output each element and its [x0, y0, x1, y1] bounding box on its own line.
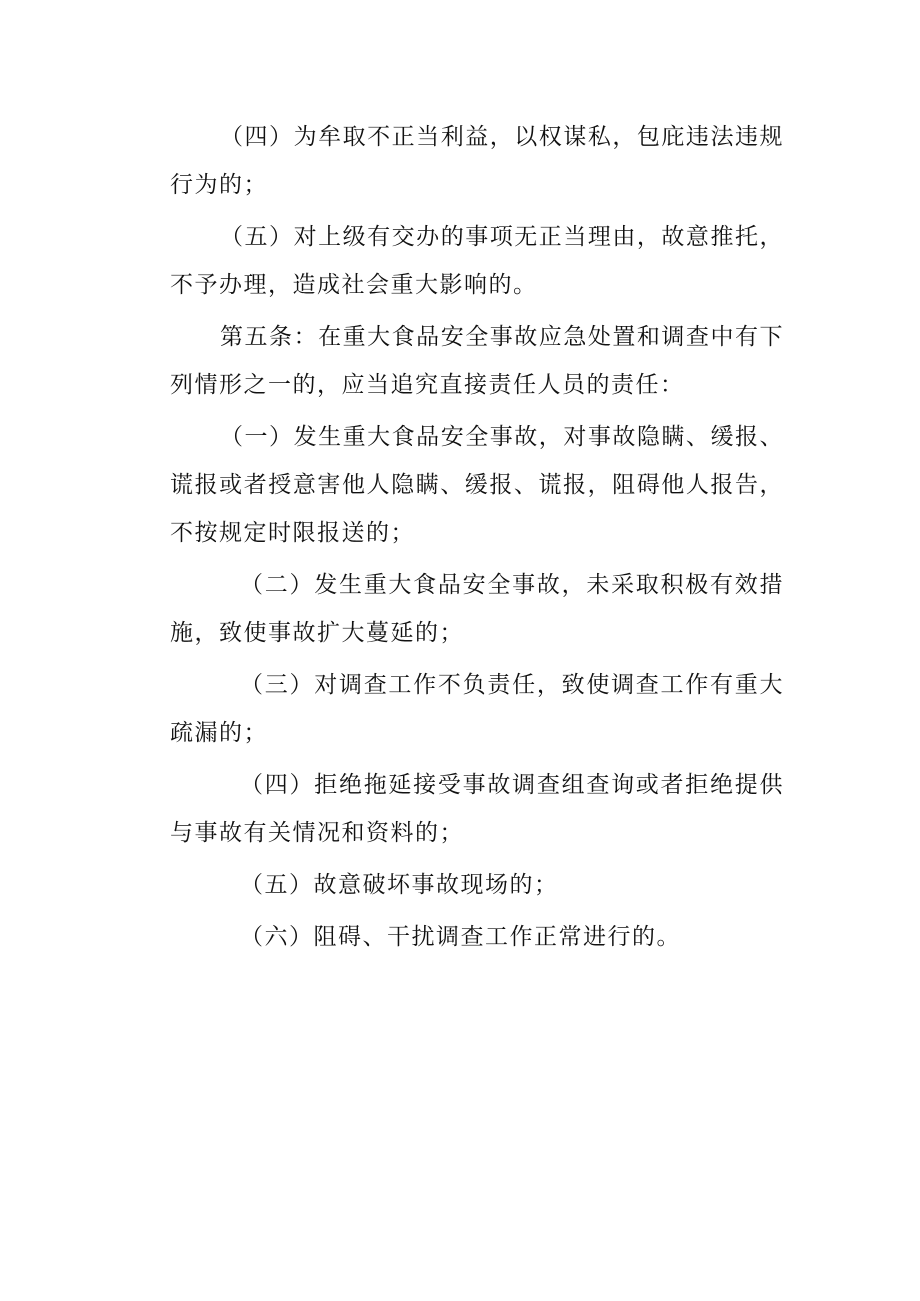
paragraph-article-5: 第五条：在重大食品安全事故应急处置和调查中有下列情形之一的，应当追究直接责任人员的责任： — [170, 324, 784, 398]
paragraph-item-3: （三）对调查工作不负责任，致使调查工作有重大疏漏的； — [170, 672, 784, 746]
paragraph-item-5-scene: （五）故意破坏事故现场的； — [240, 872, 559, 898]
document-body — [170, 113, 784, 965]
paragraph-item-2: （二）发生重大食品安全事故，未采取积极有效措施，致使事故扩大蔓延的； — [170, 572, 784, 646]
paragraph-item-4-refusal: （四）拒绝拖延接受事故调查组查询或者拒绝提供与事故有关情况和资料的； — [170, 772, 784, 846]
paragraph-item-1: （一）发生重大食品安全事故，对事故隐瞒、缓报、谎报或者授意害他人隐瞒、缓报、谎报，阻碍他人报告，不按规定时限报送的； — [170, 424, 784, 546]
paragraph-item-4: （四）为牟取不正当利益，以权谋私，包庇违法违规行为的； — [170, 124, 784, 198]
paragraph-item-5: （五）对上级有交办的事项无正当理由，故意推托，不予办理，造成社会重大影响的。 — [170, 224, 784, 298]
paragraph-item-6: （六）阻碍、干扰调查工作正常进行的。 — [240, 924, 681, 950]
